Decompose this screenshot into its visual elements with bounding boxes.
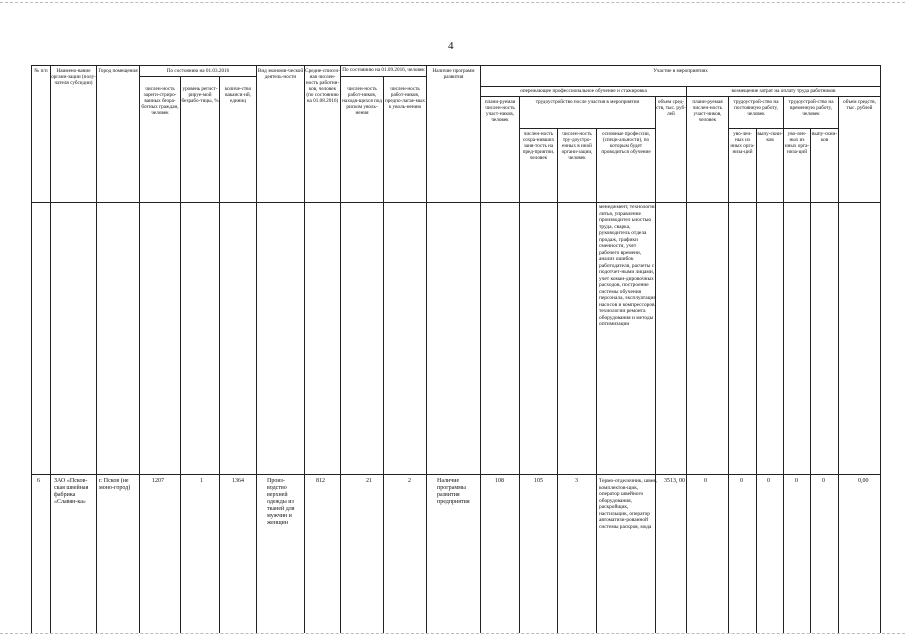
row6-employed-other: 3 xyxy=(575,478,578,484)
header-professions: основные профессии, (специ-альности), по которым будет проводиться обучение xyxy=(601,131,651,156)
header-registered: числен-ность зареги-стриро-ванных безра-ботных граждан, человек xyxy=(141,86,179,117)
vline xyxy=(838,96,839,633)
header-participation: Участие в мероприятиях xyxy=(653,68,708,74)
vline xyxy=(519,96,520,633)
row6-num: 6 xyxy=(37,478,40,484)
row6-registered: 1207 xyxy=(152,478,164,484)
header-compensation: возмещение затрат на оплату труда работников xyxy=(731,88,836,94)
header-perm: трудоустрой-ство на постоянную работу, человек xyxy=(733,99,779,118)
row6-temp-graduates: 0 xyxy=(822,478,825,484)
header-graduates-2: выпу-скни-ков xyxy=(811,131,838,144)
vline xyxy=(256,65,257,633)
row6-kept-employment: 105 xyxy=(534,478,543,484)
vline xyxy=(96,65,97,633)
scan-edge-bottom xyxy=(0,633,905,635)
vline xyxy=(655,96,656,633)
vline xyxy=(686,86,687,633)
continuation-professions: менеджмент, технологии литья, управление производител ьностью труда, сварка, руководитель отдела продаж, графики сменности, учет рабочего времени, анализ ошибок работодателя, расчеты с подотчет-ными лицами, учет коман-дировочных расходов, построение системы обучения персонала, эксплуатация насосов и компрессоров, технологии ремонта оборудования и методы оптимизации xyxy=(599,204,657,327)
header-as-of: По состоянию на 01.03.2016 xyxy=(166,68,230,74)
rule xyxy=(480,86,880,87)
row6-planned-dismiss: 2 xyxy=(408,478,411,484)
rule xyxy=(139,76,256,77)
vline xyxy=(880,65,881,633)
row6-temp-dismissed: 0 xyxy=(795,478,798,484)
header-as-of-2: По состоянию на 01.09.2016, человек xyxy=(342,67,425,73)
row6-planned-count-2: 0 xyxy=(704,478,707,484)
header-org: Наимено-вание органи-зации (полу-чателя субсидии) xyxy=(51,68,96,87)
header-planned-count: плани-руемая числен-ность участ-ников, человек xyxy=(484,99,516,124)
row6-activity: Произ-водство верхней одежды из тканей для мужчин и женщин xyxy=(267,478,295,526)
row6-programs: Наличие программы развития предприятия xyxy=(437,478,470,505)
row6-funds-2: 0,00 xyxy=(858,478,869,484)
header-at-risk: числен-ность работ-ников, находя-щихся под риском уволь-нения xyxy=(342,86,382,117)
header-activity: Вид экономи-ческой деятель-ности xyxy=(257,68,304,81)
row6-perm-dismissed: 0 xyxy=(740,478,743,484)
header-employment: трудоустройство после участия в мероприятии xyxy=(535,99,640,105)
header-bottom-border xyxy=(31,202,880,203)
row6-avg-staff: 812 xyxy=(316,478,325,484)
header-temp: трудоустрой-ство на временную работу, человек xyxy=(788,99,834,118)
vline xyxy=(304,65,305,633)
vline xyxy=(383,76,384,633)
row6-funds: 3513, 00 xyxy=(664,478,685,484)
header-programs: Наличие программ развития xyxy=(432,68,475,81)
vline xyxy=(139,65,140,633)
vline xyxy=(728,96,729,633)
row6-at-risk: 21 xyxy=(366,478,372,484)
header-planned-dismiss: числен-ность работ-ников, предпо-лагае-мых к уволь-нению xyxy=(384,86,426,111)
vline xyxy=(426,65,427,633)
row6-city: г. Псков (не моно-город) xyxy=(99,478,131,491)
header-kept-employment: числен-ность сохра-нивших заня-тость на пред-приятии, человек xyxy=(522,131,555,162)
row6-org: ЗАО «Псков-ская швейная фабрика «Славян-ка» xyxy=(54,478,89,505)
header-employed-other: числен-ность тру-доустро-енных в иной органи-зации, человек xyxy=(561,131,593,162)
header-num: № п/п xyxy=(34,68,48,74)
vline xyxy=(480,65,481,633)
vline xyxy=(180,76,181,633)
header-dismissed-other: уво-лен-ных из иных орга-низа-ций xyxy=(730,131,755,156)
table-top-border xyxy=(31,65,880,66)
rule xyxy=(519,128,655,129)
header-vacancies: количе-ство ваканси-ий, единиц xyxy=(224,86,252,105)
page-number: 4 xyxy=(448,40,454,52)
vline xyxy=(810,128,811,633)
header-avg-staff: Средне-списоч-ная числен-ность работни-ков, человек (по состоянию на 01.08.2016) xyxy=(305,68,340,105)
vline xyxy=(756,128,757,633)
header-city: Город помещения xyxy=(98,68,138,74)
vline xyxy=(50,65,51,633)
header-dismissed-other-2: уво-лен-ных из иных орга-низа-ций xyxy=(784,131,810,156)
header-training: опережающее профессиональное обучение и стажировка xyxy=(520,88,647,94)
row6-unemployment: 1 xyxy=(200,478,203,484)
row6-vacancies: 1364 xyxy=(232,478,244,484)
vline xyxy=(557,128,558,633)
header-unemployment: уровень регист-рируе-мой безрабо-тицы, % xyxy=(181,86,219,105)
row6-planned-count: 108 xyxy=(495,478,504,484)
header-planned-count-2: плани-руемая числен-ность участ-ников, человек xyxy=(692,99,723,124)
row6-professions: Термо-отделочник, швея, комплектов-щик, оператор швейного оборудования, раскройщик, настильщик, оператор автоматизи-рованной системы раскроя, мода xyxy=(599,478,657,530)
row6-perm-graduates: 0 xyxy=(767,478,770,484)
vline xyxy=(596,128,597,633)
header-funds: объем сред-ств, тыс. руб-лей xyxy=(656,99,686,118)
vline xyxy=(783,96,784,633)
vline xyxy=(31,65,32,633)
header-funds-2: объем средств, тыс. рублей xyxy=(843,99,876,112)
rule xyxy=(480,96,880,97)
vline xyxy=(219,76,220,633)
row-separator xyxy=(31,474,880,475)
vline xyxy=(340,65,341,633)
header-graduates: выпу-скни-ков xyxy=(757,131,783,144)
